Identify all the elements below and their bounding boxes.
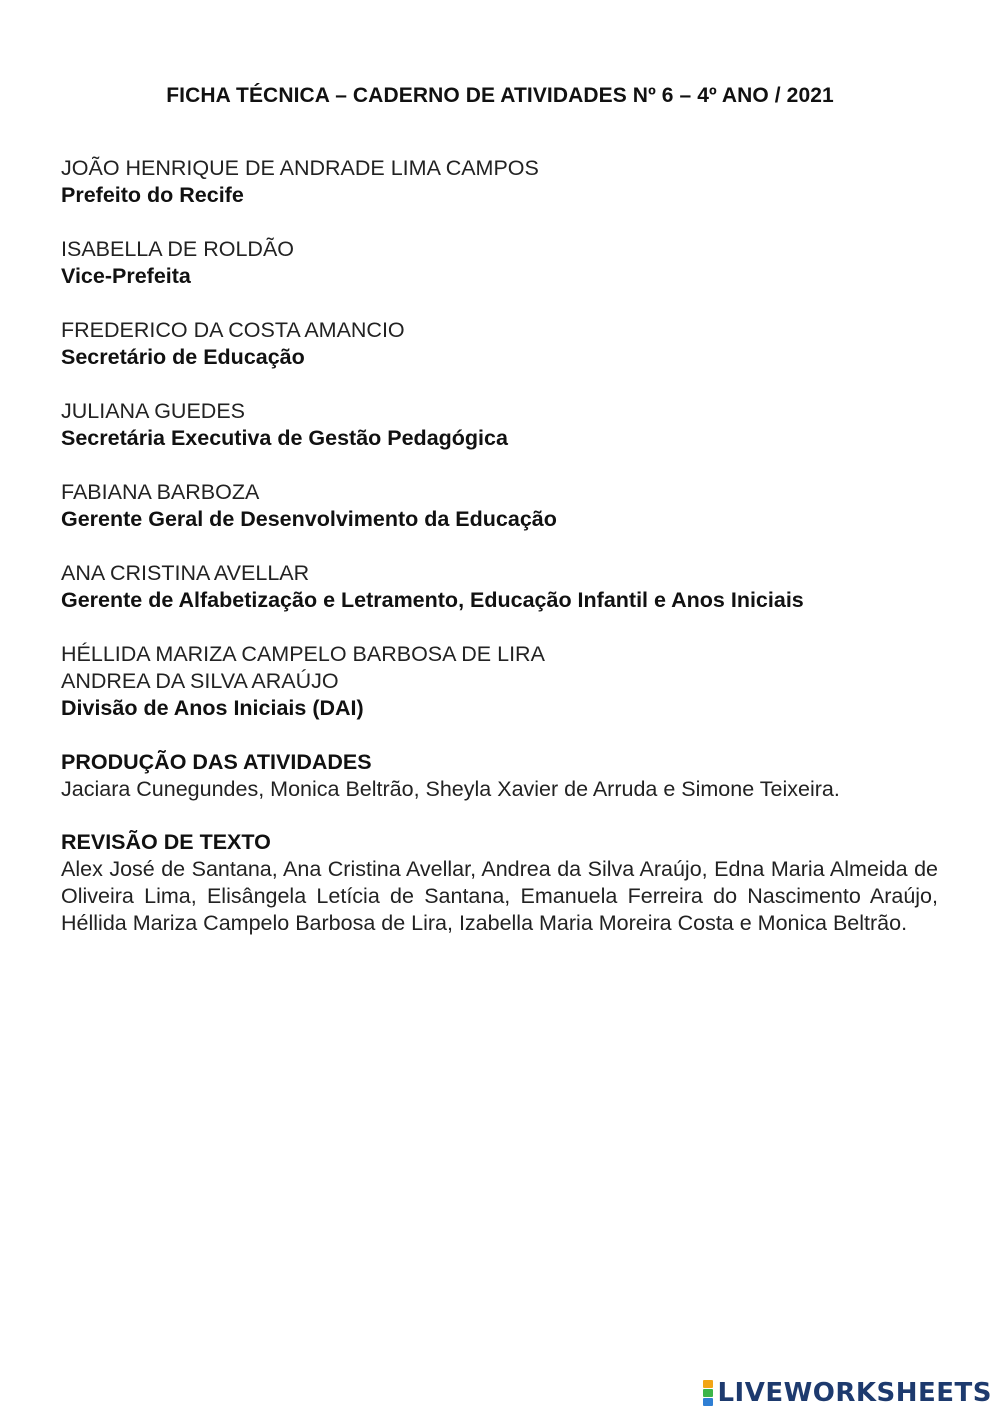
- person-role: Secretário de Educação: [61, 345, 305, 369]
- credit-entry-dai: [61, 641, 938, 722]
- revision-heading: REVISÃO DE TEXTO: [61, 830, 271, 854]
- person-role: Prefeito do Recife: [61, 183, 244, 207]
- person-role: Gerente de Alfabetização e Letramento, Educação Infantil e Anos Iniciais: [61, 588, 804, 612]
- credit-entry-literacy-manager: [61, 560, 938, 614]
- credit-entry-vice-mayor: [61, 236, 938, 290]
- document-body: [61, 155, 938, 963]
- revision-section: [61, 829, 938, 937]
- person-name: FABIANA BARBOZA: [61, 480, 260, 504]
- page-title: FICHA TÉCNICA – CADERNO DE ATIVIDADES Nº 6 – 4º ANO / 2021: [166, 84, 834, 107]
- person-name: FREDERICO DA COSTA AMANCIO: [61, 318, 405, 342]
- production-heading: PRODUÇÃO DAS ATIVIDADES: [61, 750, 372, 774]
- revision-text: Alex José de Santana, Ana Cristina Avellar, Andrea da Silva Araújo, Edna Maria Almeida de Oliveira Lima, Elisângela Letícia de Santana, Emanuela Ferreira do Nascimento Araújo, Héllida Mariza Campelo Barbosa de Lira, Izabella Maria Moreira Costa e Monica Beltrão.: [61, 857, 938, 935]
- person-role: Divisão de Anos Iniciais (DAI): [61, 696, 364, 720]
- credit-entry-education-secretary: [61, 317, 938, 371]
- person-name: ANDREA DA SILVA ARAÚJO: [61, 669, 339, 693]
- liveworksheets-logo: [703, 1379, 992, 1407]
- credit-entry-general-manager: [61, 479, 938, 533]
- logo-block-i: [703, 1389, 713, 1397]
- production-text: Jaciara Cunegundes, Monica Beltrão, Sheyla Xavier de Arruda e Simone Teixeira.: [61, 777, 840, 801]
- person-role: Gerente Geral de Desenvolvimento da Educação: [61, 507, 557, 531]
- person-name: JOÃO HENRIQUE DE ANDRADE LIMA CAMPOS: [61, 156, 539, 180]
- production-section: [61, 749, 938, 803]
- person-role: Vice-Prefeita: [61, 264, 191, 288]
- credit-entry-mayor: [61, 155, 938, 209]
- person-name: HÉLLIDA MARIZA CAMPELO BARBOSA DE LIRA: [61, 642, 545, 666]
- person-role: Secretária Executiva de Gestão Pedagógica: [61, 426, 508, 450]
- person-name: ANA CRISTINA AVELLAR: [61, 561, 310, 585]
- person-name: ISABELLA DE ROLDÃO: [61, 237, 295, 261]
- liveworksheets-logo-icon: [703, 1380, 713, 1406]
- person-name: JULIANA GUEDES: [61, 399, 245, 423]
- liveworksheets-logo-text: LIVEWORKSHEETS: [717, 1378, 992, 1408]
- logo-block-v: [703, 1398, 713, 1406]
- credit-entry-executive-secretary: [61, 398, 938, 452]
- logo-block-l: [703, 1380, 713, 1388]
